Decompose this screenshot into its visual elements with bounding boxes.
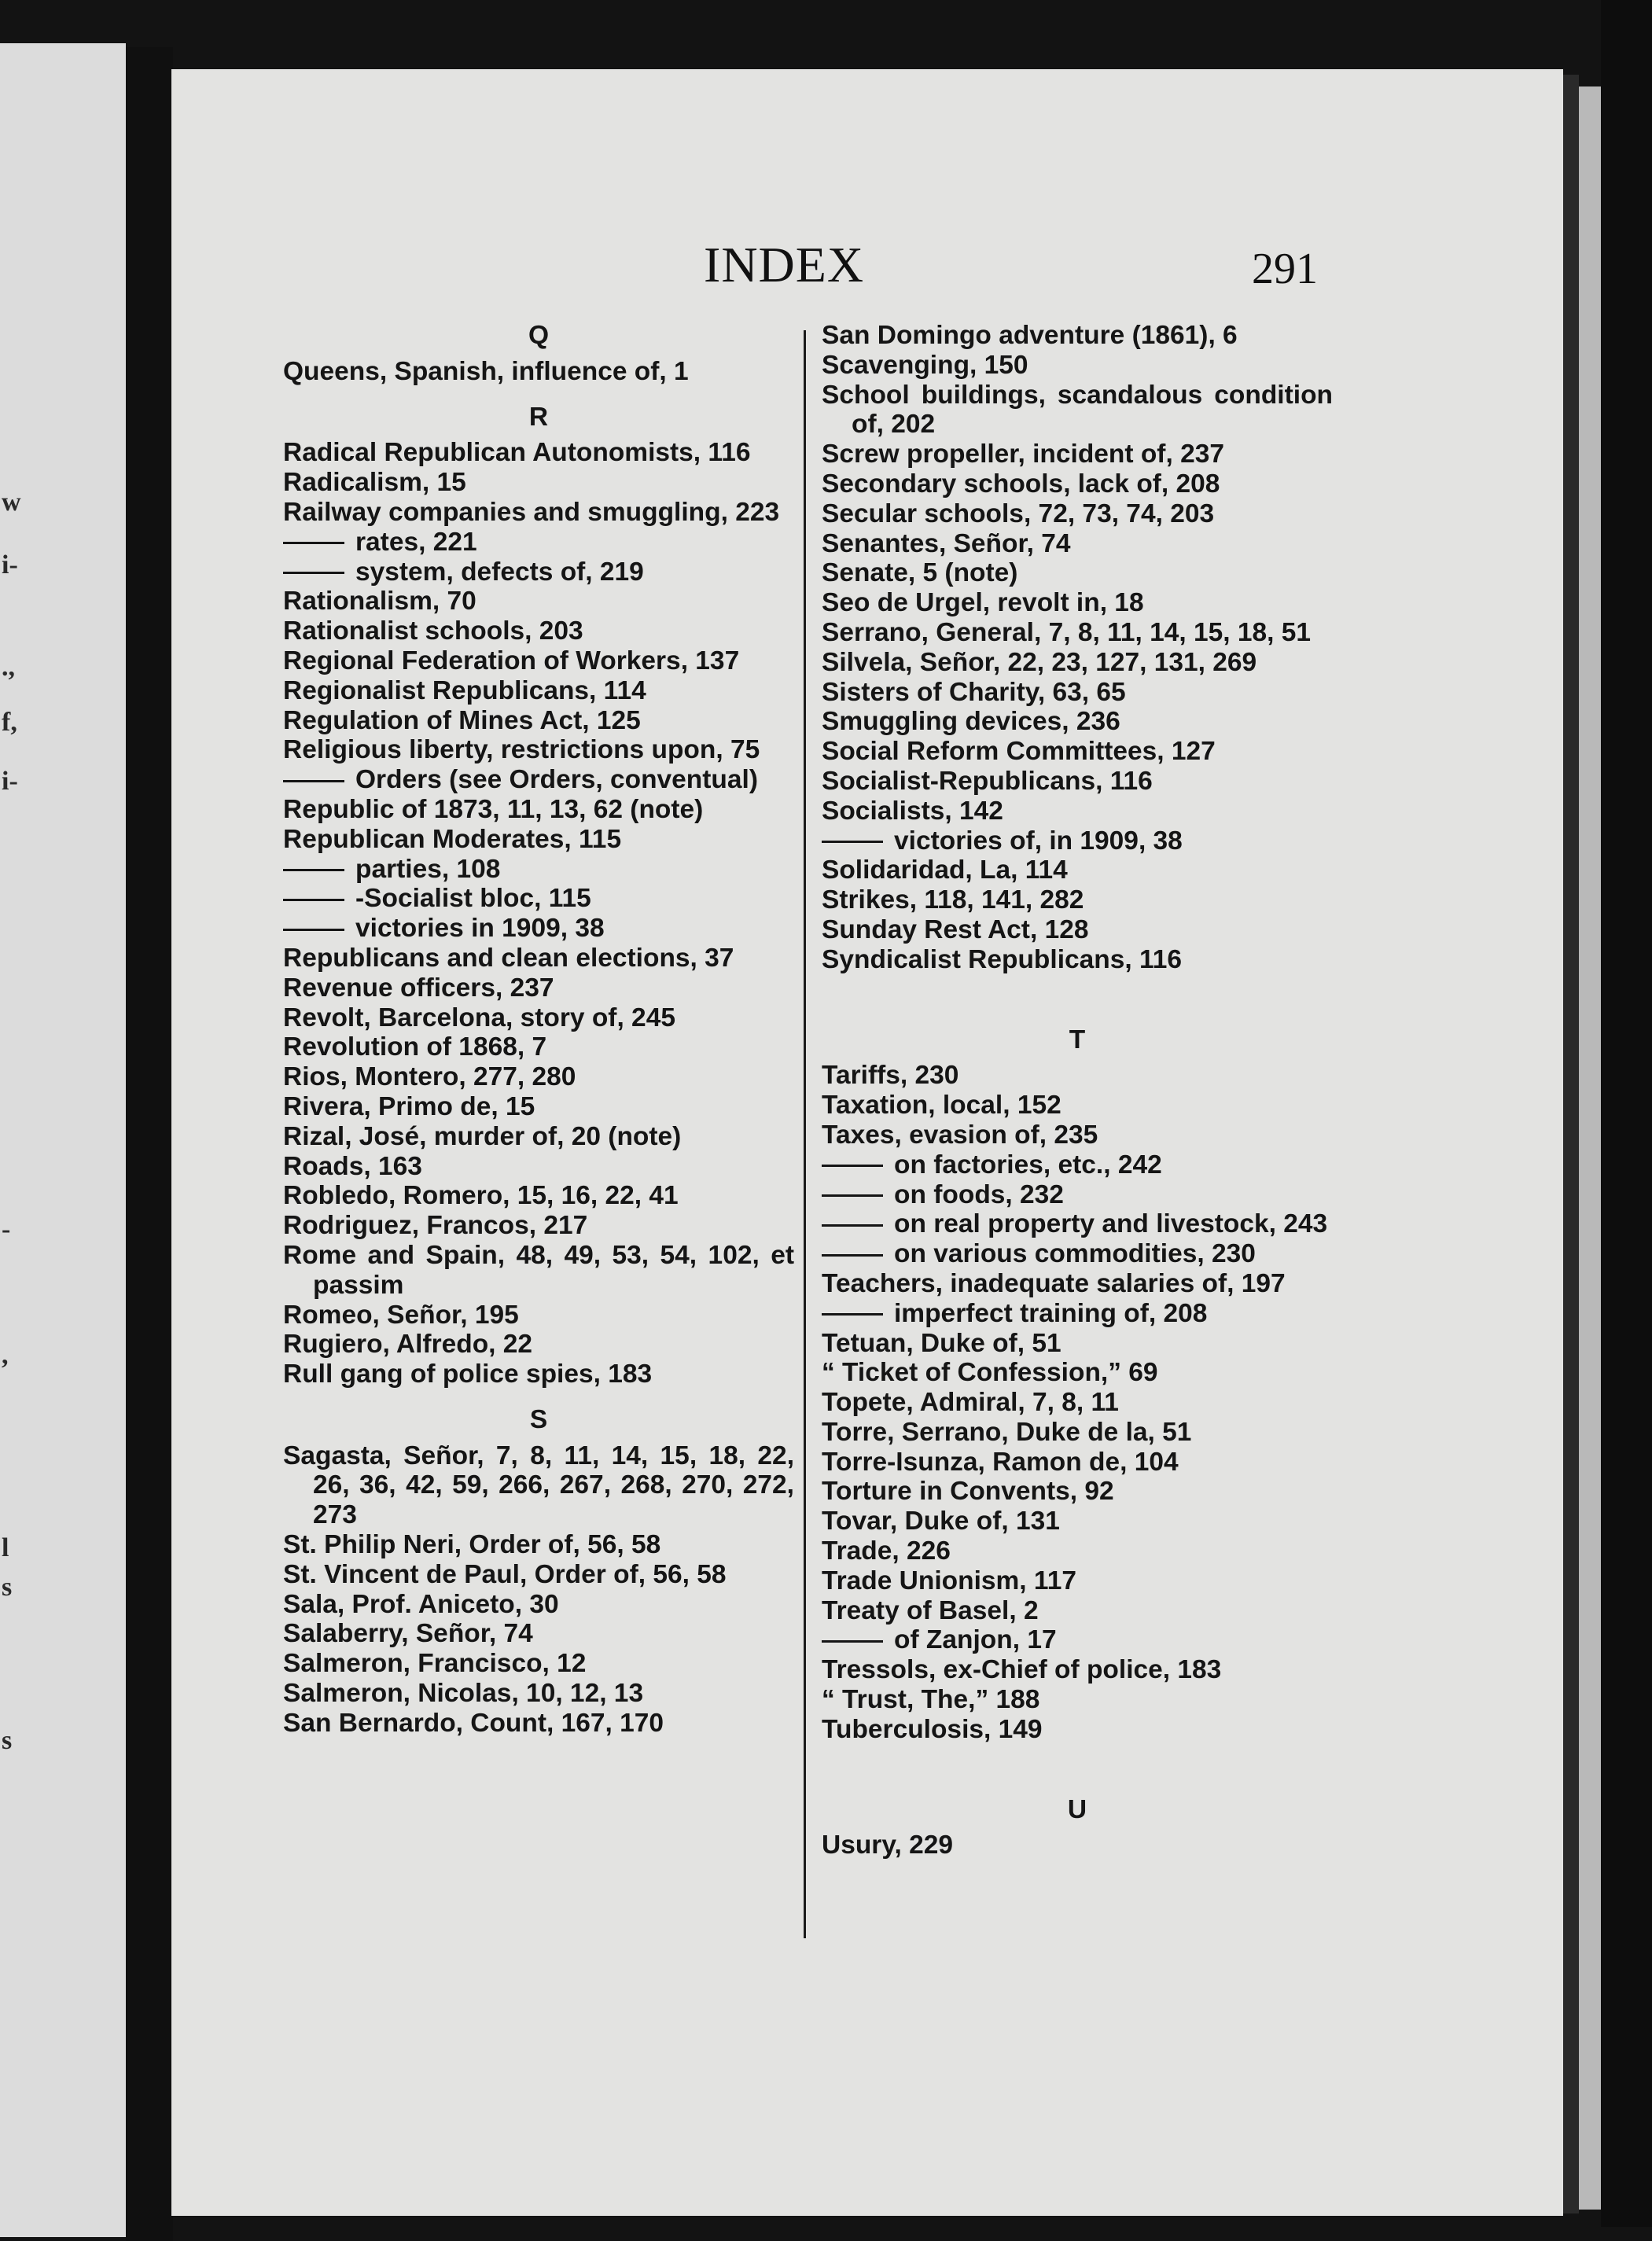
index-entry: Sala, Prof. Aniceto, 30 — [283, 1589, 559, 1619]
index-entry: “ Trust, The,” 188 — [822, 1685, 1040, 1715]
index-entry: Tovar, Duke of, 131 — [822, 1507, 1060, 1536]
index-entry: Roads, 163 — [283, 1151, 422, 1181]
book-gutter — [126, 47, 173, 2241]
margin-fragment: , — [2, 1341, 9, 1370]
index-entry: Strikes, 118, 141, 282 — [822, 885, 1084, 915]
index-subentry: system, defects of, 219 — [283, 557, 794, 587]
index-subentry: -Socialist bloc, 115 — [283, 884, 794, 914]
index-subentry: on foods, 232 — [822, 1180, 1333, 1210]
index-entry: Rationalist schools, 203 — [283, 616, 583, 646]
index-entry: Sagasta, Señor, 7, 8, 11, 14, 15, 18, 22, 26, 36, 42, 59, 266, 267, 268, 270, 272, 273 — [283, 1441, 794, 1530]
index-entry: Trade, 226 — [822, 1536, 951, 1566]
index-subentry: rates, 221 — [283, 528, 794, 557]
index-entry: Seo de Urgel, revolt in, 18 — [822, 588, 1144, 618]
index-entry: Usury, 229 — [822, 1831, 953, 1860]
index-subentry: Orders (see Orders, conventual) — [283, 765, 794, 795]
margin-fragment: i- — [2, 767, 18, 796]
index-entry: Torre, Serrano, Duke de la, 51 — [822, 1417, 1192, 1447]
index-entry: Screw propeller, incident of, 237 — [822, 440, 1224, 469]
margin-fragment: s — [2, 1726, 13, 1755]
index-entry: Revolution of 1868, 7 — [283, 1032, 547, 1062]
index-subentry: on real property and livestock, 243 — [822, 1209, 1333, 1239]
index-entry: Secular schools, 72, 73, 74, 203 — [822, 499, 1215, 528]
index-entry: Radical Republican Autonomists, 116 — [283, 438, 751, 468]
section-letter: U — [1067, 1794, 1087, 1824]
scan-background — [1601, 0, 1652, 2227]
index-entry: Smuggling devices, 236 — [822, 707, 1120, 737]
page-number: 291 — [1252, 245, 1318, 293]
section-letter: S — [529, 1404, 548, 1434]
index-entry: Regional Federation of Workers, 137 — [283, 646, 740, 675]
index-entry: Romeo, Señor, 195 — [283, 1300, 519, 1330]
adjacent-page-sliver — [0, 43, 126, 2237]
index-entry: Silvela, Señor, 22, 23, 127, 131, 269 — [822, 647, 1257, 677]
section-letter: R — [528, 402, 549, 432]
index-entry: Socialist-Republicans, 116 — [822, 766, 1153, 796]
index-entry: Rome and Spain, 48, 49, 53, 54, 102, et passim — [283, 1240, 794, 1300]
index-entry: San Bernardo, Count, 167, 170 — [283, 1708, 664, 1738]
margin-fragment: s — [2, 1573, 13, 1602]
index-entry: Tressols, ex-Chief of police, 183 — [822, 1655, 1222, 1685]
index-entry: Rizal, José, murder of, 20 (note) — [283, 1121, 682, 1151]
index-subentry: parties, 108 — [283, 855, 794, 885]
index-entry: Queens, Spanish, influence of, 1 — [283, 356, 689, 386]
index-entry: Torre-Isunza, Ramon de, 104 — [822, 1447, 1179, 1477]
index-entry: Regionalist Republicans, 114 — [283, 675, 646, 705]
index-subentry: of Zanjon, 17 — [822, 1625, 1333, 1655]
index-entry: Rodriguez, Francos, 217 — [283, 1211, 588, 1241]
margin-fragment: - — [2, 1215, 11, 1244]
index-entry: Religious liberty, restrictions upon, 75 — [283, 735, 760, 765]
index-entry: Republican Moderates, 115 — [283, 824, 622, 854]
index-entry: Trade Unionism, 117 — [822, 1566, 1076, 1595]
index-entry: Socialists, 142 — [822, 796, 1003, 826]
page-edge-shadow — [1563, 75, 1579, 2213]
index-entry: Rugiero, Alfredo, 22 — [283, 1330, 533, 1360]
index-entry: Regulation of Mines Act, 125 — [283, 705, 641, 735]
margin-fragment: f, — [2, 708, 17, 737]
index-entry: St. Vincent de Paul, Order of, 56, 58 — [283, 1559, 727, 1589]
section-letter: T — [1069, 1025, 1086, 1054]
index-subentry: victories of, in 1909, 38 — [822, 826, 1333, 856]
index-entry: Taxation, local, 152 — [822, 1091, 1061, 1120]
index-entry: Torture in Convents, 92 — [822, 1477, 1114, 1507]
index-subentry: on various commodities, 230 — [822, 1239, 1333, 1269]
index-entry: Topete, Admiral, 7, 8, 11 — [822, 1388, 1119, 1418]
index-entry: Salmeron, Nicolas, 10, 12, 13 — [283, 1679, 644, 1709]
margin-fragment: l — [2, 1533, 9, 1562]
index-entry: Taxes, evasion of, 235 — [822, 1120, 1098, 1150]
index-entry: Tariffs, 230 — [822, 1061, 959, 1091]
index-entry: Tetuan, Duke of, 51 — [822, 1328, 1061, 1358]
index-entry: Rivera, Primo de, 15 — [283, 1091, 535, 1121]
index-entry: San Domingo adventure (1861), 6 — [822, 321, 1238, 350]
margin-fragment: ., — [2, 653, 15, 682]
index-entry: Sunday Rest Act, 128 — [822, 914, 1089, 944]
index-entry: Republicans and clean elections, 37 — [283, 943, 734, 973]
index-subentry: imperfect training of, 208 — [822, 1299, 1333, 1329]
index-entry: Radicalism, 15 — [283, 468, 466, 498]
index-entry: Syndicalist Republicans, 116 — [822, 944, 1183, 974]
index-entry: Revolt, Barcelona, story of, 245 — [283, 1003, 675, 1032]
index-entry: Senantes, Señor, 74 — [822, 528, 1071, 558]
column-divider — [804, 330, 806, 1938]
index-entry: Salaberry, Señor, 74 — [283, 1619, 533, 1649]
index-entry: Tuberculosis, 149 — [822, 1714, 1043, 1744]
index-subentry: victories in 1909, 38 — [283, 914, 794, 944]
index-entry: Senate, 5 (note) — [822, 558, 1018, 588]
index-entry: Secondary schools, lack of, 208 — [822, 469, 1220, 499]
index-column-left — [283, 321, 794, 1739]
index-entry: Scavenging, 150 — [822, 350, 1028, 380]
index-entry: Revenue officers, 237 — [283, 973, 554, 1003]
index-column-right — [822, 321, 1333, 1860]
index-entry: Railway companies and smuggling, 223 — [283, 497, 780, 527]
index-entry: Treaty of Basel, 2 — [822, 1595, 1039, 1625]
index-entry: Robledo, Romero, 15, 16, 22, 41 — [283, 1181, 679, 1211]
margin-fragment: w — [2, 488, 21, 517]
index-entry: Social Reform Committees, 127 — [822, 737, 1216, 767]
index-subentry: on factories, etc., 242 — [822, 1150, 1333, 1180]
index-entry: Rull gang of police spies, 183 — [283, 1360, 653, 1389]
index-entry: Solidaridad, La, 114 — [822, 856, 1068, 885]
index-entry: Rationalism, 70 — [283, 587, 476, 616]
page-edge-stack — [1579, 86, 1601, 2210]
index-entry: Sisters of Charity, 63, 65 — [822, 677, 1126, 707]
index-entry: Rios, Montero, 277, 280 — [283, 1062, 576, 1092]
index-entry: School buildings, scandalous condition of, 202 — [822, 380, 1333, 440]
index-entry: Serrano, General, 7, 8, 11, 14, 15, 18, 51 — [822, 617, 1312, 647]
page-title: INDEX — [704, 237, 865, 293]
section-letter: Q — [528, 321, 550, 350]
index-entry: Teachers, inadequate salaries of, 197 — [822, 1268, 1286, 1298]
index-entry: Republic of 1873, 11, 13, 62 (note) — [283, 794, 704, 824]
margin-fragment: i- — [2, 550, 18, 580]
index-entry: St. Philip Neri, Order of, 56, 58 — [283, 1530, 661, 1560]
index-entry: “ Ticket of Confession,” 69 — [822, 1358, 1158, 1388]
index-entry: Salmeron, Francisco, 12 — [283, 1649, 587, 1679]
